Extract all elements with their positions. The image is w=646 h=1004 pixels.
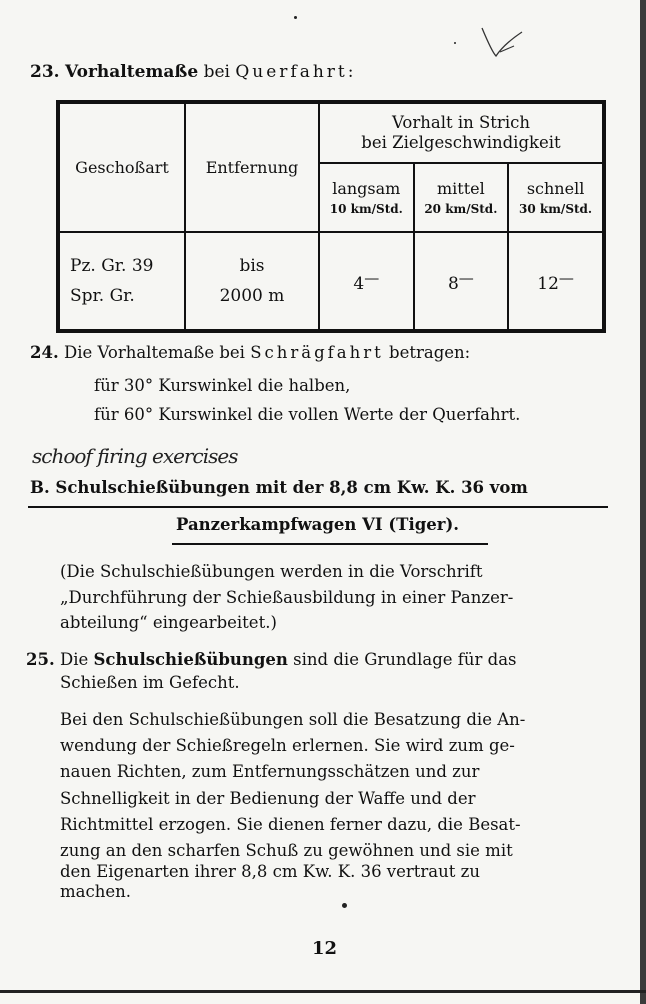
vorhalt-line1: Vorhalt in Strich bbox=[392, 113, 530, 133]
vorhalt-table bbox=[56, 100, 606, 333]
section-b-heading-line1: B. Schulschießübungen mit der 8,8 cm Kw. K. 36 vom bbox=[30, 478, 528, 497]
heading-rule bbox=[28, 506, 608, 508]
header-geschossart: Geschoßart bbox=[58, 102, 185, 232]
handwritten-note: schoof firing exercises bbox=[32, 444, 238, 468]
header-vorhalt bbox=[319, 102, 604, 163]
note-line-1: (Die Schulschießübungen werden in die Vorschrift bbox=[60, 562, 483, 581]
paragraph-line: wendung der Schießregeln erlernen. Sie wird zum ge- bbox=[60, 736, 515, 755]
check-mark-icon bbox=[478, 22, 528, 62]
page-number: 12 bbox=[312, 938, 338, 959]
note-line-3: abteilung“ eingearbeitet.) bbox=[60, 613, 277, 632]
cell-value-slow: 4— bbox=[319, 232, 414, 331]
section-number: 23. bbox=[30, 62, 60, 82]
paragraph-line: Richtmittel erzogen. Sie dienen ferner dazu, die Besat- bbox=[60, 815, 521, 834]
header-speed-medium: mittel 20 km/Std. bbox=[414, 163, 509, 232]
section-b-heading-line2: Panzerkampfwagen VI (Tiger). bbox=[176, 515, 459, 534]
header-entfernung: Entfernung bbox=[185, 102, 319, 232]
section-23-heading: 23. Vorhaltemaße bei Querfahrt: bbox=[30, 62, 354, 82]
paragraph-line: den Eigenarten ihrer 8,8 cm Kw. K. 36 vertraut zu bbox=[60, 862, 480, 881]
section-24-text: 24. Die Vorhaltemaße bei Schrägfahrt betragen: bbox=[30, 343, 471, 362]
cell-range: bis 2000 m bbox=[185, 232, 319, 331]
section-25-line-1: 25. Die Schulschießübungen sind die Grundlage für das bbox=[26, 650, 517, 669]
section-25-line-2: Schießen im Gefecht. bbox=[60, 673, 240, 692]
paragraph-line: zung an den scharfen Schuß zu gewöhnen und sie mit bbox=[60, 841, 513, 860]
note-line-2: „Durchführung der Schießausbildung in einer Panzer- bbox=[60, 588, 514, 607]
vorhalt-line2: bei Zielgeschwindigkeit bbox=[361, 133, 561, 153]
scan-edge bbox=[640, 0, 646, 1004]
heading-bold: Vorhaltemaße bbox=[64, 62, 199, 82]
cell-ammo: Pz. Gr. 39 Spr. Gr. bbox=[58, 232, 185, 331]
header-speed-fast: schnell 30 km/Std. bbox=[508, 163, 604, 232]
speck bbox=[342, 903, 347, 908]
heading-spaced: Querfahrt bbox=[235, 62, 348, 82]
speck bbox=[454, 42, 456, 44]
heading-underline bbox=[172, 543, 488, 545]
paragraph-line: Schnelligkeit in der Bedienung der Waffe und der bbox=[60, 789, 476, 808]
cell-value-medium: 8— bbox=[414, 232, 509, 331]
paragraph-line: Bei den Schulschießübungen soll die Besatzung die An- bbox=[60, 710, 526, 729]
heading-text: bei bbox=[203, 62, 230, 82]
cell-value-fast: 12— bbox=[508, 232, 604, 331]
section-24-line-b: für 60° Kurswinkel die vollen Werte der Querfahrt. bbox=[94, 405, 521, 424]
paragraph-line: nauen Richten, zum Entfernungsschätzen und zur bbox=[60, 762, 480, 781]
header-speed-slow: langsam 10 km/Std. bbox=[319, 163, 414, 232]
paragraph-line: machen. bbox=[60, 882, 131, 901]
speck bbox=[294, 16, 297, 19]
bottom-rule bbox=[0, 990, 646, 993]
section-24-line-a: für 30° Kurswinkel die halben, bbox=[94, 376, 351, 395]
